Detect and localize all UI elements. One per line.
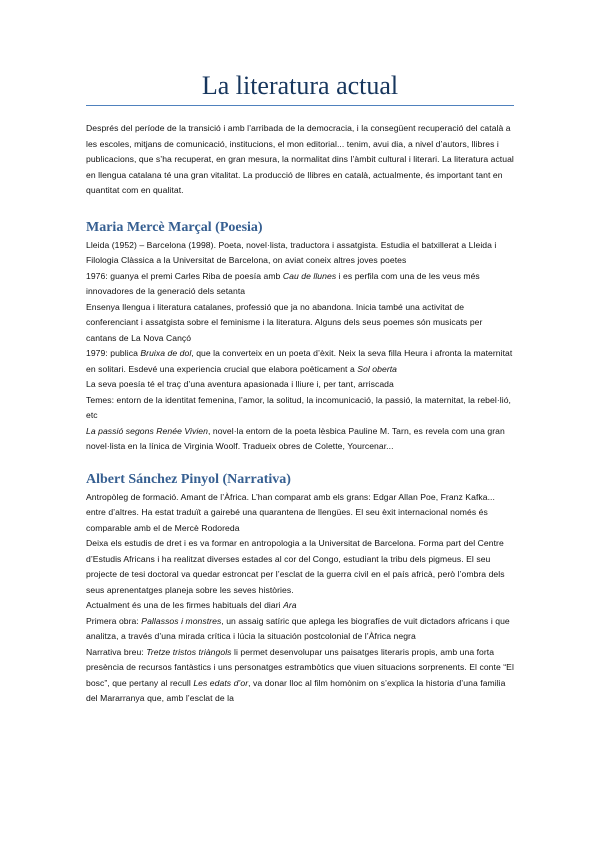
newspaper-title: Ara [283, 600, 297, 610]
book-title: La passió segons Renée Vivien [86, 425, 208, 436]
section-heading-marcal: Maria Mercè Marçal (Poesia) [86, 219, 263, 235]
book-title: Bruixa de dol [140, 348, 192, 358]
marcal-paragraph-6: Temes: entorn de la identitat femenina, l’amor, la solitud, la incomunicació, la passió, la maternitat, la rebel·lió, etc [86, 394, 511, 420]
book-title: Les edats d’or [193, 677, 249, 688]
pinyol-paragraph-2: Deixa els estudis de dret i es va formar en antropologia a la Universitat de Barcelona. Forma part del Centre d’Estudis Africans i ha realitzat diverses estades al cor del Congo, estudiant la tribu dels pigmeus. El seu projecte de tesi doctoral va quedar estroncat per l’esclat de la guerra civil en el país africà, però l’ombra dels seus aprenentatges planeja sobre les seves històries. [86, 538, 505, 595]
marcal-paragraph-2: 1976: guanya el premi Carles Riba de poesía amb Cau de llunes i es perfila com una de les veus més innovadores de la generació dels setanta [86, 270, 480, 296]
book-title: Cau de llunes [282, 270, 337, 281]
pinyol-paragraph-4: Primera obra: Pallassos i monstres, un assaig satíric que aplega les biografíes de vuit dictadors africans i que analitza, a través d’una mirada crítica i lúcia la situación postcolonial de l’Àfrica negra [86, 615, 510, 641]
pinyol-paragraph-3: Actualment és una de les firmes habituals del diari Ara [86, 600, 297, 610]
marcal-paragraph-1: Lleida (1952) – Barcelona (1998). Poeta, novel·lista, traductora i assatgista. Estudia el batxillerat a Lleida i Filologia Clàssica a la Universitat de Barcelona, on aviat coneix altres joves poetes [86, 239, 497, 265]
pinyol-paragraph-1: Antropòleg de formació. Amant de l’Àfrica. L’han comparat amb els grans: Edgar Allan Poe, Franz Kafka... entre d’altres. Ha estat traduït a gairebé una quarantena de llengües. El seu èxit internacional només és comparable amb el de Mercè Rodoreda [86, 491, 495, 533]
section-heading-pinyol: Albert Sánchez Pinyol (Narrativa) [86, 471, 291, 487]
marcal-paragraph-4: 1979: publica Bruixa de dol, que la converteix en un poeta d’èxit. Neix la seva filla Heura i afronta la maternitat en solitari. Esdevé una experiencia crucial que elabora poèticament a Sol oberta [86, 348, 513, 374]
marcal-paragraph-3: Ensenya llengua i literatura catalanes, professió que ja no abandona. Inicia també una activitat de conferenciant i assatgista sobre el feminisme i la literatura. Alguns dels seus poemes són musicats per cantans de La Nova Cançó [86, 301, 483, 343]
marcal-paragraph-5: La seva poesía té el traç d’una aventura apasionada i lliure i, per tant, arriscada [86, 379, 394, 389]
marcal-paragraph-7: La passió segons Renée Vivien, novel·la entorn de la poeta lèsbica Pauline M. Tarn, es revela com una gran novel·lista en la línica de Virginia Woolf. Tradueix obres de Colette, Yourcenar... [86, 425, 505, 451]
intro-paragraph: Després del període de la transició i amb l’arribada de la democracia, i la consegüent recuperació del català a les escoles, mitjans de comunicació, institucions, el mon editorial... tenim, avui dia, a nivel d’autors, llibres i publicacions, que s’ha recuperat, en gran mesura, la normalitat dins l’àmbit cultural i literari. La literatura actual en llengua catalana té una gran vitalitat. La producció de llibres en català, actualmente, és important tant en quantitat com en qualitat. [86, 123, 514, 195]
book-title: Tretze tristos triàngols [146, 646, 232, 657]
pinyol-paragraph-5: Narrativa breu: Tretze tristos triàngols li permet desenvolupar uns paisatges literaris propis, amb una forta presència de recursos fantàstics i uns personatges estrambòtics que viuen situacions sorprenents. El conte “El bosc”, que pertany al recull Les edats d’or, va donar lloc al film homònim on s’explica la historia d’una familia del Mararranya que, amb l’esclat de la [86, 646, 514, 703]
page-title: La literatura actual [201, 71, 399, 100]
title-underline [86, 105, 514, 106]
book-title: Pallassos i monstres [141, 615, 222, 626]
book-title: Sol oberta [357, 363, 398, 374]
